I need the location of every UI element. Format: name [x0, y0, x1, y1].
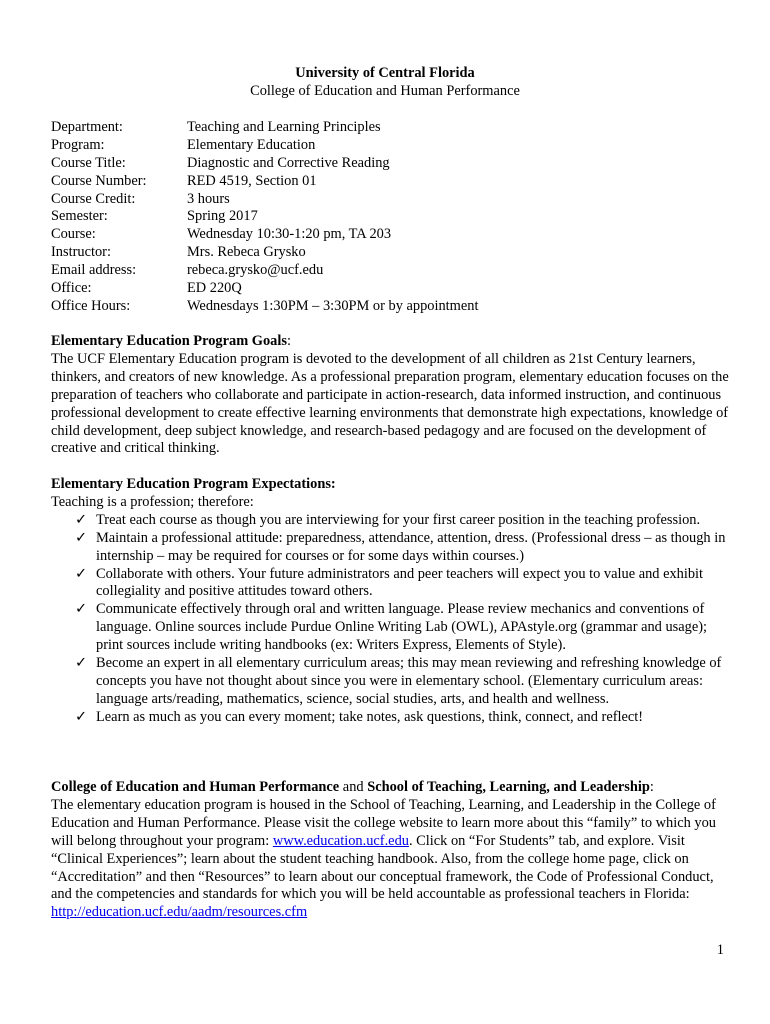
college-text-2: . Click on “For Students” tab, and explore. Visit “Clinical Experiences”; learn about the student teaching handbook. Also, from the college home page, click on “Accreditation” and then “Resources” to learn about our conceptual framework, the Code of Professional Conduct, and the competencies and standards for which you will be held accountable as professional teachers in Florida: [51, 832, 714, 903]
info-value: rebeca.grysko@ucf.edu [187, 262, 324, 279]
info-value: RED 4519, Section 01 [187, 172, 317, 189]
college-heading-colon: : [649, 779, 654, 795]
info-row-course-number [51, 173, 478, 191]
info-value: 3 hours [187, 190, 230, 207]
college-text-1: The elementary education program is housed in the School of Teaching, Learning, and Leadership in the College of Education and Human Performance. Please visit the college website to learn more about this “family” to which you will belong throughout your program: [51, 796, 716, 849]
check-icon: ✓ [75, 655, 88, 672]
college-section [51, 779, 731, 922]
course-info-table [51, 119, 478, 316]
list-item-text: Treat each course as though you are interviewing for your first career position in the teaching profession. [96, 511, 701, 528]
list-item-text: Become an expert in all elementary curriculum areas; this may mean reviewing and refreshing knowledge of concepts you have not thought about since you were in elementary school. (Elementary curriculum areas: language arts/reading, mathematics, science, social studies, arts, and health and wellness. [96, 655, 722, 707]
info-value: Wednesday 10:30-1:20 pm, TA 203 [187, 226, 392, 243]
check-icon: ✓ [75, 529, 88, 546]
college-heading-and: and [339, 779, 368, 795]
info-row-email [51, 262, 478, 280]
info-row-semester [51, 208, 478, 226]
list-item-text: Collaborate with others. Your future administrators and peer teachers will expect you to value and exhibit collegiality and positive attitudes toward others. [96, 565, 704, 600]
list-item [51, 512, 731, 530]
college-title: College of Education and Human Performance [250, 83, 520, 99]
college-paragraph [51, 797, 731, 922]
check-icon: ✓ [75, 565, 88, 582]
info-row-office [51, 280, 478, 298]
info-label: Program: [51, 136, 105, 153]
list-item [51, 709, 731, 727]
info-label: Semester: [51, 208, 108, 225]
info-value: Teaching and Learning Principles [187, 119, 381, 135]
info-value: Mrs. Rebeca Grysko [187, 244, 306, 261]
info-value: Spring 2017 [187, 208, 258, 225]
info-row-program [51, 137, 478, 155]
list-item-text: Communicate effectively through oral and written language. Please review mechanics and conventions of language. Online sources include Purdue Online Writing Lab (OWL), APAstyle.org (grammar and usage); print sources include writing handbooks (ex: Writers Express, Elements of Style). [96, 601, 708, 654]
info-value: Diagnostic and Corrective Reading [187, 154, 390, 171]
goals-heading-line [51, 333, 731, 351]
info-label: Department: [51, 119, 123, 135]
expectations-intro: Teaching is a profession; therefore: [51, 493, 254, 510]
page-number: 1 [716, 942, 724, 958]
info-row-department [51, 119, 478, 137]
info-label: Email address: [51, 262, 137, 279]
info-label: Office Hours: [51, 297, 131, 314]
info-row-course-credit [51, 191, 478, 209]
info-row-instructor [51, 244, 478, 262]
university-title: University of Central Florida [295, 65, 475, 81]
expectations-section [51, 476, 731, 727]
list-item [51, 601, 731, 655]
list-item-text: Learn as much as you can every moment; take notes, ask questions, think, connect, and reflect! [96, 708, 644, 725]
education-website-link[interactable]: www.education.ucf.edu [272, 832, 409, 849]
expectations-heading: Elementary Education Program Expectations: [51, 476, 336, 492]
info-label: Instructor: [51, 244, 111, 261]
list-item [51, 530, 731, 566]
resources-link[interactable]: http://education.ucf.edu/aadm/resources.cfm [51, 904, 308, 921]
list-item-text: Maintain a professional attitude: preparedness, attendance, attention, dress. (Professional dress – as though in internship – may be required for courses or for some days within courses.) [96, 529, 726, 564]
info-row-course-title [51, 155, 478, 173]
info-row-course [51, 226, 478, 244]
goals-heading-colon: : [286, 333, 291, 349]
goals-section [51, 333, 731, 458]
college-heading-part1: College of Education and Human Performance [51, 779, 340, 795]
goals-paragraph: The UCF Elementary Education program is devoted to the development of all children as 21st Century learners, thinkers, and creators of new knowledge. As a professional preparation program, elementary education focuses on the preparation of teachers who collaborate and participate in action-research, data informed instruction, and continuous professional development to create effective learning environments that demonstrate high expectations, knowledge of child development, deep subject knowledge, and research-based pedagogy and are focused on the development of creative and critical thinking. [51, 350, 729, 457]
goals-heading: Elementary Education Program Goals [51, 333, 287, 349]
list-item [51, 566, 731, 602]
list-item [51, 655, 731, 709]
check-icon: ✓ [75, 601, 88, 618]
info-value: ED 220Q [187, 280, 242, 297]
info-label: Course Title: [51, 154, 126, 171]
college-heading-line [51, 779, 731, 797]
info-label: Course Credit: [51, 190, 136, 207]
college-heading-part2: School of Teaching, Learning, and Leadership [367, 779, 650, 795]
info-label: Course: [51, 226, 96, 243]
info-value: Elementary Education [187, 136, 316, 153]
info-row-office-hours [51, 298, 478, 316]
info-label: Course Number: [51, 172, 147, 189]
info-label: Office: [51, 280, 92, 297]
expectations-list [51, 512, 731, 727]
info-value: Wednesdays 1:30PM – 3:30PM or by appointment [187, 297, 479, 314]
check-icon: ✓ [75, 511, 88, 528]
check-icon: ✓ [75, 708, 88, 725]
